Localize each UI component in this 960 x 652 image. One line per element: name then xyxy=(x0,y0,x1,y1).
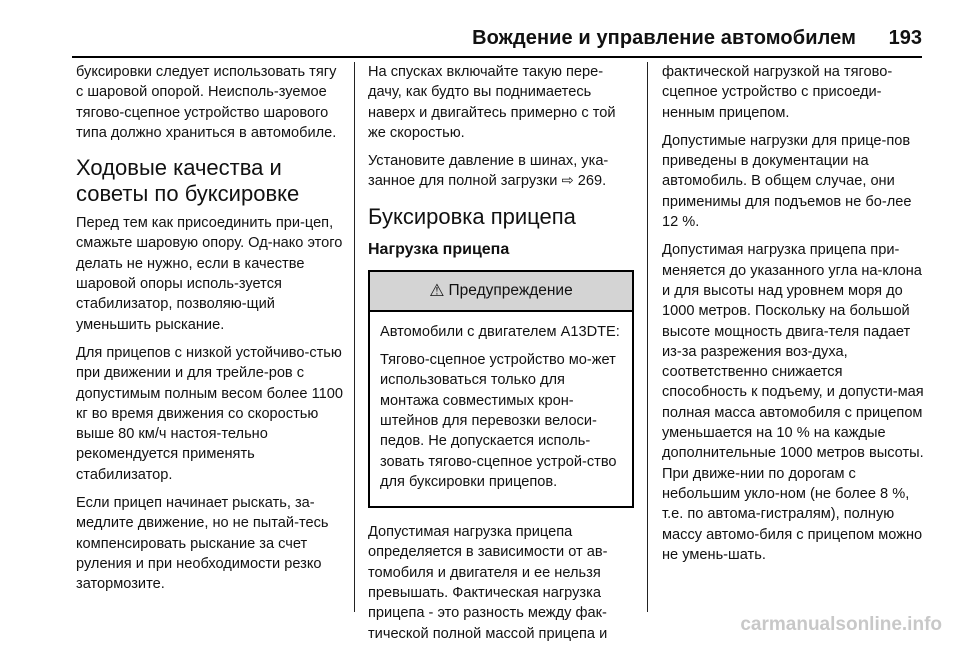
warning-box xyxy=(368,270,634,508)
page-reference-link[interactable]: 269. xyxy=(577,173,607,190)
column-right xyxy=(662,62,930,573)
paragraph: Если прицеп начинает рыскать, за-медлите движение, но не пытай-тесь компенсировать рыскание за счет руления и при необходимости резко затормозите. xyxy=(76,495,329,593)
column-left xyxy=(76,62,344,603)
warning-text: Тягово-сцепное устройство мо-жет использоваться только для монтажа совместимых крон-штейнов для перевозки велоси-педов. Не допускается исполь-зовать тягово-сцепное устрой-ство для буксировки прицепов. xyxy=(380,352,617,490)
paragraph: фактической нагрузкой на тягово-сцепное устройство с присоеди-ненным прицепом. xyxy=(662,64,893,121)
chapter-title: Вождение и управление автомобилем xyxy=(472,27,856,49)
column-middle xyxy=(368,62,634,652)
paragraph: Допустимая нагрузка прицепа при-меняется до указанного угла на-клона и для высоты над уровнем моря до 1000 метров. Поскольку на большой высоте мощность двига-теля падает из-за разрежения воз-духа, соответственно снижается способность к подъему, и допусти-мая полная масса автомобиля с прицепом уменьшается на 10 % на каждые дополнительные 1000 метров высоты. При движе-нии по дорогам с небольшим укло-ном (не более 8 %, т.е. по автома-гистралям), полную массу автомо-биля с прицепом можно не умень-шать. xyxy=(662,242,924,563)
page-reference-icon: ⇨ xyxy=(561,173,574,190)
column-divider-left xyxy=(354,62,355,612)
header-divider xyxy=(72,56,922,58)
watermark: carmanualsonline.info xyxy=(740,614,942,635)
paragraph: буксировки следует использовать тягу с шаровой опорой. Неисполь-зуемое тягово-сцепное устройство шарового типа должно храниться в автомобиле. xyxy=(76,64,337,141)
paragraph-tyre-pressure xyxy=(368,151,634,192)
paragraph: На спусках включайте такую пере-дачу, как будто вы поднимаетесь наверх и двигайтесь примерно с той же скоростью. xyxy=(368,64,616,141)
section-heading-driving: Ходовые качества и советы по буксировке xyxy=(76,155,300,207)
warning-header xyxy=(370,272,632,312)
paragraph: Для прицепов с низкой устойчиво-стью при движении и для трейле-ров с допустимым полным весом более 1100 кг во время движения со скоростью выше 80 км/ч настоя-тельно рекомендуется применять стабилизатор. xyxy=(76,344,343,483)
warning-body xyxy=(370,312,632,506)
page-header xyxy=(0,0,960,58)
paragraph: Допустимая нагрузка прицепа определяется в зависимости от ав-томобиля и двигателя и ее нельзя превышать. Фактическая нагрузка прицепа - это разность между фак-тической полной массой прицепа и xyxy=(368,524,608,642)
subheading-trailer-load: Нагрузка прицепа xyxy=(368,240,510,258)
warning-text: Автомобили с двигателем A13DTE: xyxy=(380,323,620,340)
column-divider-right xyxy=(647,62,648,612)
paragraph: Допустимые нагрузки для прице-пов приведены в документации на автомобиль. В общем случае, они применимы для подъемов не бо-лее 12 %. xyxy=(662,132,912,231)
paragraph: Перед тем как присоединить при-цеп, смажьте шаровую опору. Од-нако этого делать не нужно, если в качестве шаровой опоры исполь-зуется стабилизатор, позволяю-щий уменьшить рыскание. xyxy=(76,215,343,333)
paragraph-text: Установите давление в шинах, ука-занное для полной загрузки xyxy=(368,153,609,190)
warning-title: Предупреждение xyxy=(448,281,573,299)
page-number: 193 xyxy=(888,27,922,49)
section-heading-towing: Буксировка прицепа xyxy=(368,203,576,229)
warning-triangle-icon: ⚠ xyxy=(429,280,445,300)
